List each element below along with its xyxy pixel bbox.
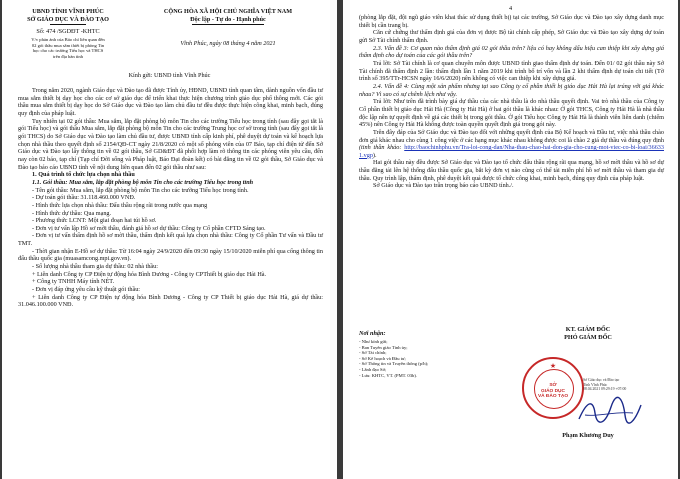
list-item: - Phương thức LCNT: Một giai đoạn hai túi hồ sơ. xyxy=(32,217,157,225)
signer-title-2: PHÓ GIÁM ĐỐC xyxy=(564,334,612,341)
header-underline-right xyxy=(192,24,264,25)
question-2-3: 2.3. Vấn đề 3: Cơ quan nào thẩm định giá 02 gói thầu trên? liệu có hay không dấu hiệu can thiệp khi xây dựng giá thẩm định cho dự toán của các gói thầu trên? xyxy=(359,44,664,60)
subject-line-1: V/v phản ánh của Báo chí liên quan đến xyxy=(31,37,105,42)
org-name-department: SỞ GIÁO DỤC VÀ ĐÀO TẠO xyxy=(27,16,109,23)
subsection-heading-1-1: 1.1. Gói thầu: Mua sắm, lắp đặt phòng bộ môn Tin cho các trường Tiểu học trong tỉnh xyxy=(32,178,254,186)
subject-line-4: trên địa bàn tỉnh xyxy=(53,53,83,59)
document-page-1 xyxy=(2,0,337,479)
list-item: - Tên gói thầu: Mua sắm, lắp đặt phòng bộ môn Tin cho các trường Tiểu học trong tỉnh. xyxy=(32,186,249,194)
list-item: + Liên danh Công ty CP Điện tự động hóa Bình Dương - Công ty CPThiết bị giáo dục Hải Hà. xyxy=(32,270,267,278)
document-page-2 xyxy=(343,0,678,479)
reference-prefix: (tinh thần khảo: xyxy=(359,144,402,152)
org-name-province: UBND TỈNH VĨNH PHÚC xyxy=(32,8,104,15)
paragraph: Căn cứ chứng thư thẩm định giá của đơn vị được Bộ tài chính cấp phép, Sở Giáo dục và Đào tạo xây dựng dự toán gửi Sở Tài chính thẩm định. xyxy=(359,29,664,44)
seal-star-icon: ★ xyxy=(549,362,557,370)
list-item: - Thời gian nhận E-Hồ sơ dự thầu: Từ 16:04 ngày 24/9/2020 đến 09:30 ngày 15/10/2020 miễn phí qua cổng thông tin đấu thầu quốc gia (muasamcong.mpi.gov.vn). xyxy=(18,247,323,263)
national-motto: Độc lập - Tự do - Hạnh phúc xyxy=(190,16,266,23)
official-seal: ★ SỞ GIÁO DỤC VÀ ĐÀO TẠO xyxy=(522,357,584,419)
national-title: CỘNG HÒA XÃ HỘI CHỦ NGHĨA VIỆT NAM xyxy=(163,8,293,15)
signer-title-1: KT. GIÁM ĐỐC xyxy=(565,326,611,333)
subject-line-3: học cho các trường Tiểu học và THCS xyxy=(32,48,104,54)
recipient-item: - Sở Kế hoạch và Đầu tư; xyxy=(359,355,406,361)
context-paragraph: Tuy nhiên tại 02 gói thầu: Mua sắm, lắp đặt phòng bộ môn Tin cho các trường Tiểu học trong tỉnh (sau đây gọi tắt là gói Tiểu học) và gói thầu Mua sắm, lắp đặt phòng bộ môn Tin cho các trường Trung học cơ sở trong tỉnh (sau đây gọi tắt là gói THCS) do Sở Giáo dục và Đào tạo làm chủ đầu tư, được UBND tỉnh cấp kinh phí, phê duyệt dự toán và kế hoạch lựa chọn nhà thầu theo quyết định số 2154/QĐ-CT ngày 21/8/2020 có một số phóng viên của 07 Báo, tạp chí điện tử đến Sở Giáo dục và Đào tạo lấy thông tin về 02 gói thầu, Sở GD&ĐT đã phối hợp làm rõ thông tin các phóng viên yêu cầu, đến nay còn 02 báo, tạp chí (Tạp chí Đời sống và Pháp luật, Báo Đại đoàn kết) có bài đăng tin về 02 gói thầu, Sở Giáo dục và Đào tạo báo cáo UBND tỉnh về nội dung liên quan đến 02 gói thầu như sau: xyxy=(18,117,323,171)
list-item: - Dự toán gói thầu: 31.118.460.000 VNĐ. xyxy=(32,194,136,202)
list-item: - Đơn vị tư vấn thẩm định hồ sơ mời thầu, thẩm định kết quả lựa chọn nhà thầu: Công ty Cổ phần Tư vấn và Đầu tư TMT. xyxy=(18,232,323,248)
closing-paragraph: Sở Giáo dục và Đào tạo trân trọng báo cáo UBND tỉnh./. xyxy=(373,182,514,190)
list-item: + Công ty TNHH Máy tính NÉT. xyxy=(32,278,115,286)
reference-link[interactable]: http://baochinhphu.vn/Tra-loi-cong-dan/Nha-thau-chao-hai-don-gia-cho-cung-mot-viec-co-bi-loai/366331.vgp xyxy=(359,144,664,159)
recipients-list xyxy=(359,339,428,378)
reference-end: ). xyxy=(372,151,377,159)
list-item: - Hình thức dự thầu: Qua mạng. xyxy=(32,209,112,217)
reference-paragraph xyxy=(359,129,664,160)
recipient-item: - Lưu: KHTC, VT. (PMT. 03b). xyxy=(359,372,417,378)
subject-line-2: 02 gói thầu mua sắm thiết bị phòng Tin xyxy=(31,42,105,48)
answer-2-4: Trả lời: Như trên đã trình bày giá dự thầu của các nhà thầu là do nhà thầu quyết định. Vai trò nhà thầu của Công ty Cổ phần thiết bị giáo dục Hải Hà (Công ty Hải Hà) ở hai gói thầu là khác nhau: Ở gói THCS, Công ty Hải Hà là nhà thầu độc lập nên tự quyết định về giá các thiết bị trong gói thầu. Ở gói Tiểu học Công ty Hải Hà là thành viên liên danh (chiếm 45%) nên Công ty Hải Hà không được toàn quyền quyết định giá trong gói này. xyxy=(359,98,664,129)
list-item: - Số lượng nhà thầu tham gia dự thầu: 02 nhà thầu: xyxy=(32,263,158,271)
intro-paragraph: Trong năm 2020, ngành Giáo dục và Đào tạo đã được Tỉnh ủy, HĐND, UBND tỉnh quan tâm, dành nguồn vốn đầu tư mua sắm thiết bị dạy học cho các cơ sở giáo dục để triển khai thực hiện chương trình giáo dục phổ thông mới. Các gói thầu mua sắm thiết bị dạy học do Sở Giáo dục và Đào tạo làm chủ đầu tư đều được thực hiện công khai, minh bạch, đúng quy định của pháp luật. xyxy=(18,87,323,117)
page-number: 4 xyxy=(508,5,513,12)
list-item: + Liên danh Công ty CP Điện tự động hóa Bình Dương - Công ty CP Thiết bị giáo dục Hải Hà, giá dự thầu: 31.046.100.000 VNĐ. xyxy=(18,293,323,309)
list-item: - Đơn vị tư vấn lập Hồ sơ mời thầu, đánh giá hồ sơ dự thầu: Công ty Cổ phần CFTD Sáng tạo. xyxy=(32,224,266,232)
recipients-label: Nơi nhận: xyxy=(359,330,386,337)
recipient-item: - Ban Tuyên giáo Tỉnh ủy; xyxy=(359,344,408,350)
recipient-item: - Sở Tài chính; xyxy=(359,350,387,356)
recipient-item: - Như kính gửi; xyxy=(359,339,388,344)
continued-paragraph: (phòng lắp đặt, đội ngũ giáo viên khai thác sử dụng thiết bị) tại các trường, Sở Giáo dục và Đào tạo xây dựng danh mục thiết bị cần trang bị. xyxy=(359,14,664,29)
recipient-line: Kính gửi: UBND tỉnh Vĩnh Phúc xyxy=(128,72,211,79)
answer-2-3: Trả lời: Sở Tài chính là cơ quan chuyên môn được UBND tỉnh giao thẩm định dự toán. Đến 01/ 02 gói thầu này Sở Tài chính đã thẩm định 2 lần: thẩm định lần 1 năm 2019 khi trình bố trí vốn và lần 2 khi thẩm định dự toán chi tiết (Tờ trình số 395/TTr-HCSN ngày 16/6/2020) nên không có việc can thiệp khi xây dựng giá. xyxy=(359,59,664,83)
handwritten-signature xyxy=(575,395,645,427)
page1-body xyxy=(18,87,323,309)
document-date: Vĩnh Phúc, ngày 08 tháng 4 năm 2021 xyxy=(180,40,276,47)
list-item: - Đơn vị đáp ứng yêu cầu kỹ thuật gói thầu: xyxy=(32,286,141,294)
bidding-paragraph: Hai gói thầu này đều được Sở Giáo dục và Đào tạo tổ chức đấu thầu rộng rãi qua mạng, hồ sơ mời thầu và hồ sơ dự thầu đăng tải lên hệ thống đấu thầu quốc gia, bắt kỳ đơn vị nào cũng có thể tải miễn phí hồ sơ mời thầu và tham gia dự thầu. Quy trình lập, thẩm định, phê duyệt kết quả được tổ chức công khai, minh bạch, đúng quy định của pháp luật. xyxy=(359,159,664,182)
recipient-item: - Lãnh đạo Sở; xyxy=(359,366,387,372)
digital-signature-info: Sở Giáo dục và Đào tạo Tỉnh Vĩnh Phúc 08.04.2021 09:29:19 +07:00 xyxy=(583,378,627,392)
page2-body xyxy=(359,14,664,190)
document-number: Số: 474 /SGDĐT -KHTC xyxy=(36,28,100,35)
question-2-4: 2.4. Vấn đề 4: Cùng một sản phẩm nhưng tại sao Công ty cổ phần thiết bị giáo dục Hải Hà lại trúng với giá khác nhau? Vì sao có sự chênh lệch như vậy. xyxy=(359,82,664,98)
list-item: - Hình thức lựa chọn nhà thầu: Đấu thầu rộng rãi trong nước qua mạng xyxy=(32,201,208,209)
section-heading-1: 1. Quá trình tổ chức lựa chọn nhà thầu xyxy=(32,171,135,179)
header-underline-left xyxy=(50,24,86,25)
recipient-item: - Sở Thông tin và Truyền thông (p/h); xyxy=(359,361,429,367)
reference-text: Trên đây đáp của Sở Giáo dục và Đào tạo đối với những quyết định của Bộ Kế hoạch và Đầu tư, việc nhà thầu chào đơn giá khác nhau cho cùng 1 công việc ở các hạng mục khác nhau không được coi là chào 2 giá dự thầu và đúng quy định xyxy=(359,128,664,144)
signer-name: Phạm Khương Duy xyxy=(562,432,614,439)
